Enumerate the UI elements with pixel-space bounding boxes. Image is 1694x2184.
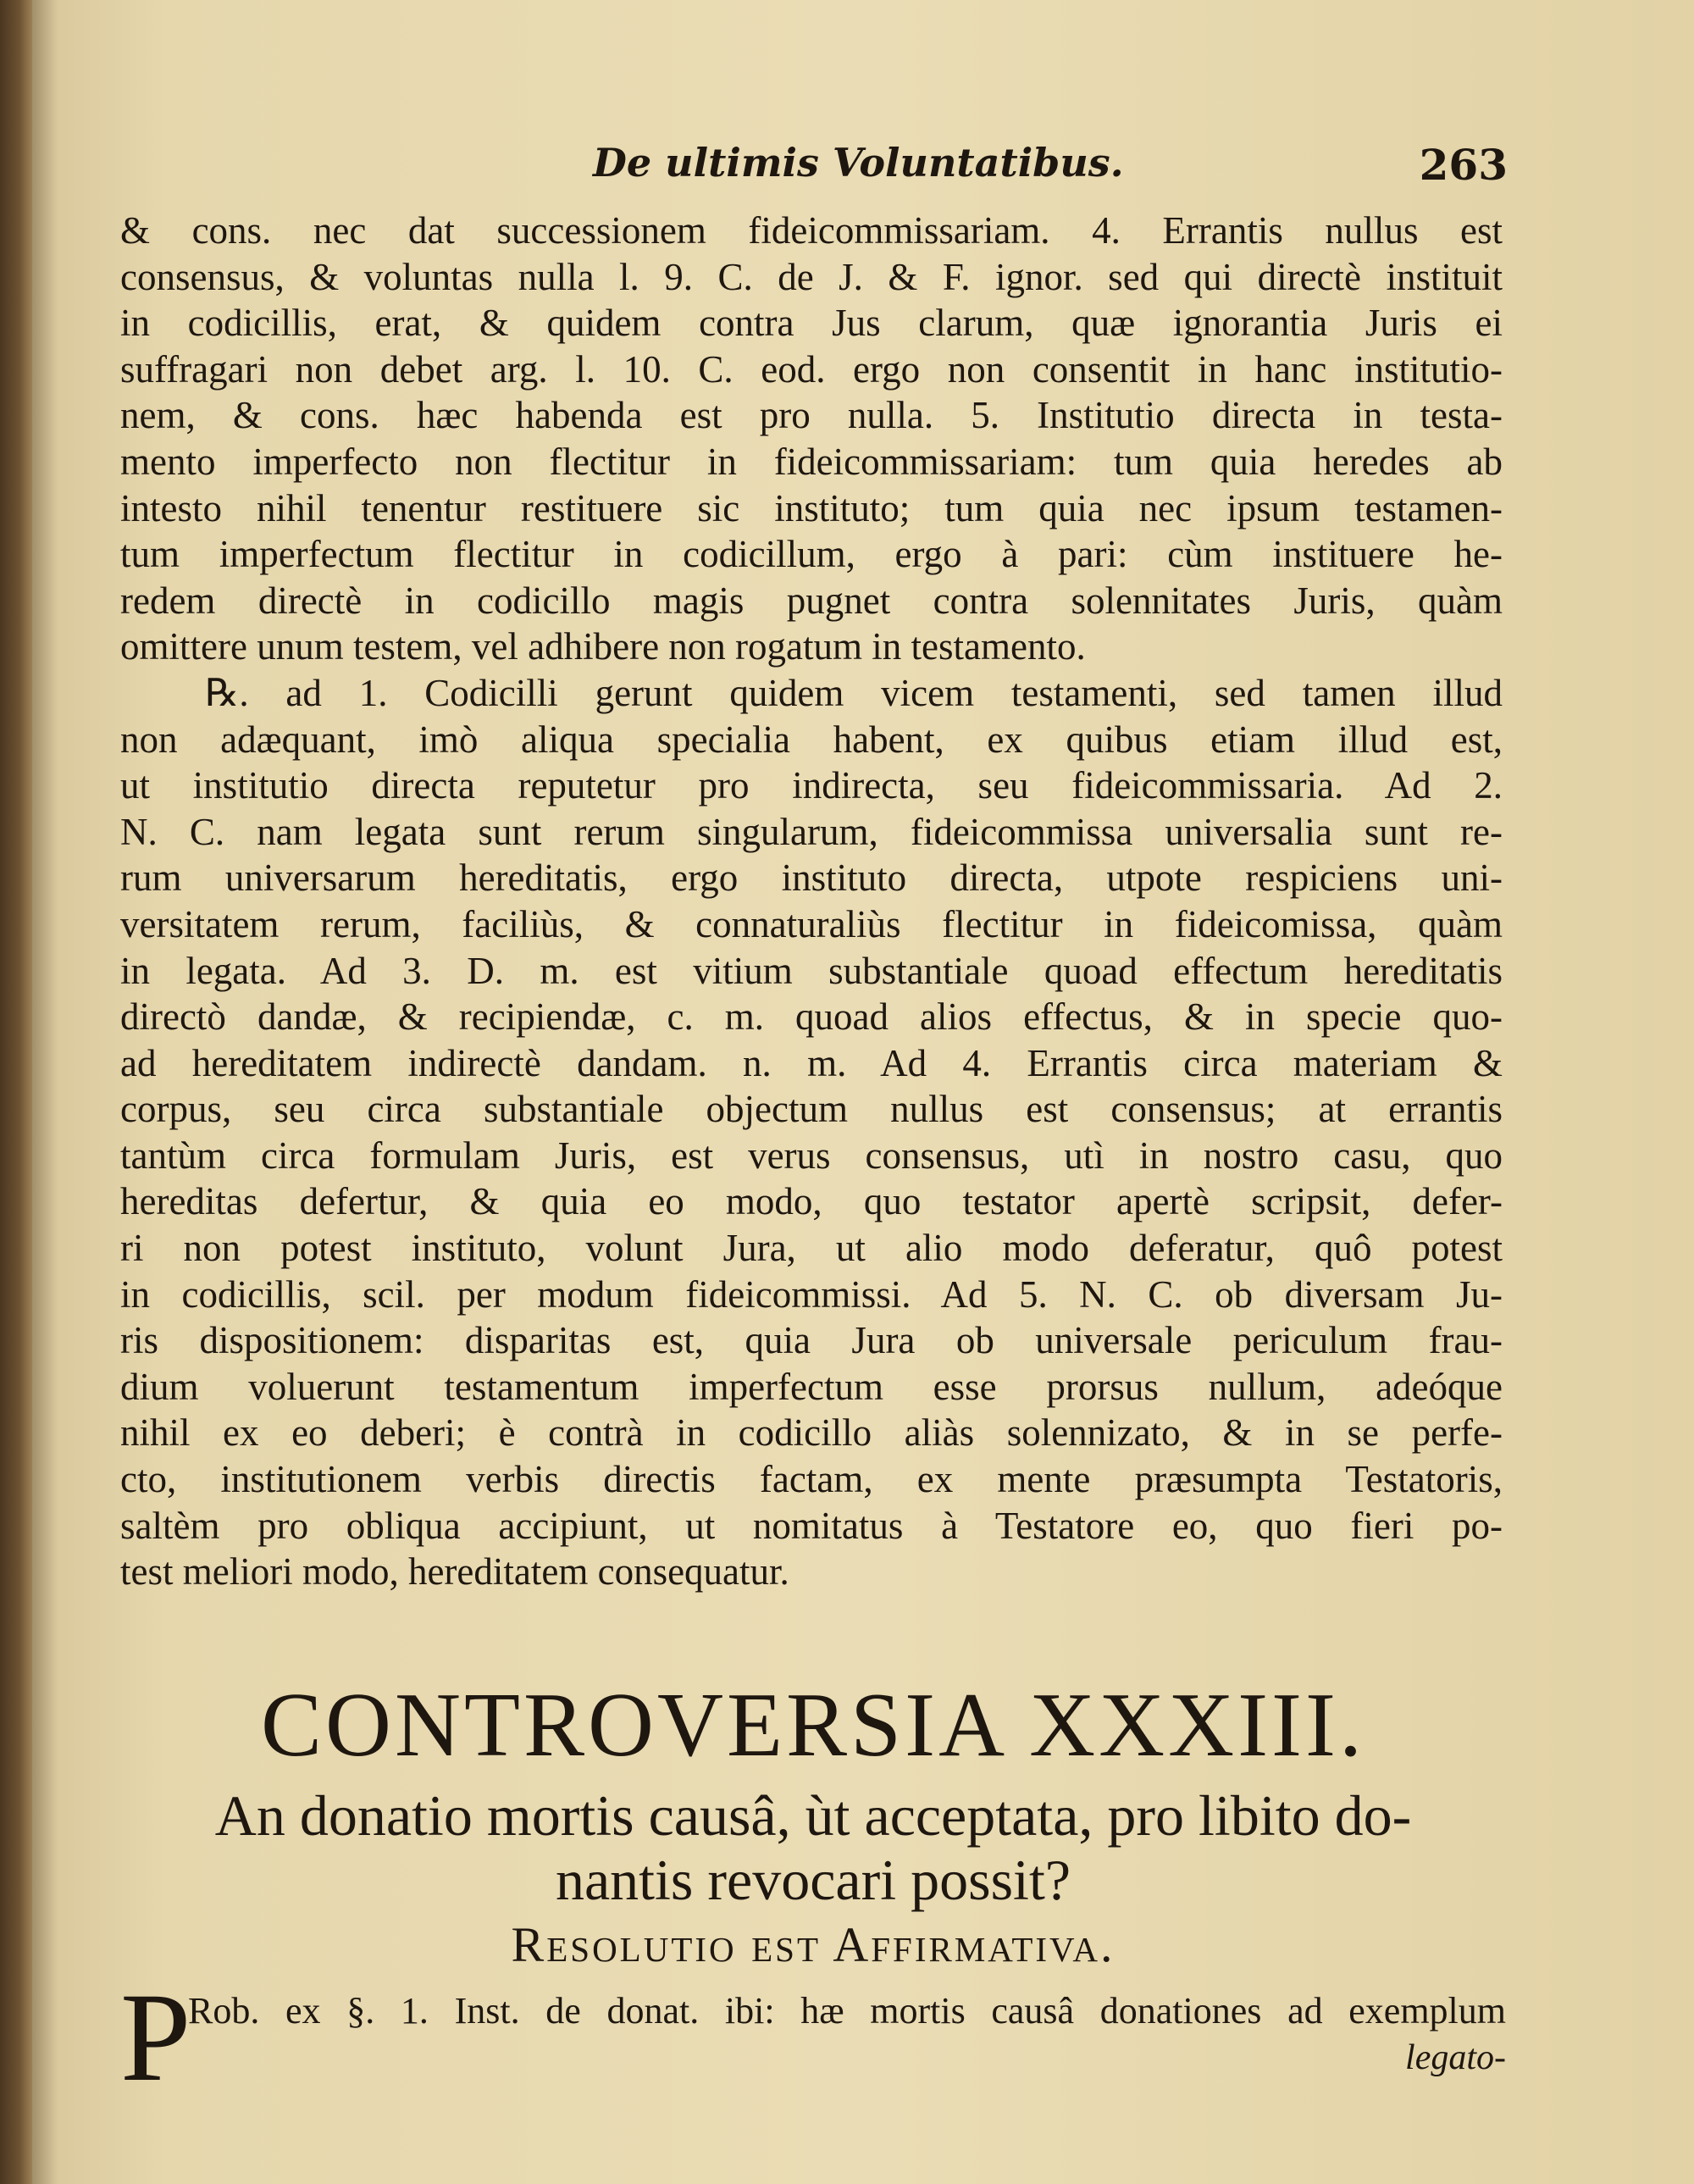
- text-line: mento imperfecto non flectitur in fideicommissariam: tum quia heredes ab: [120, 440, 1503, 483]
- resolutio-heading: Resolutio est Affirmativa.: [511, 1917, 1115, 1972]
- catchword: legato-: [1405, 2038, 1506, 2077]
- text-line: saltèm pro obliqua accipiunt, ut nomitatus à Testatore eo, quo fieri po-: [120, 1504, 1503, 1547]
- probatio-paragraph: [120, 1967, 1506, 2108]
- text-line: ℞. ad 1. Codicilli gerunt quidem vicem testamenti, sed tamen illud: [205, 671, 1503, 714]
- text-line: N. C. nam legata sunt rerum singularum, fideicommissa universalia sunt re-: [120, 810, 1503, 853]
- text-line: dium voluerunt testamentum imperfectum esse prorsus nullum, adeóque: [120, 1365, 1503, 1408]
- text-line: non adæquant, imò aliqua specialia habent, ex quibus etiam illud est,: [120, 718, 1503, 761]
- text-line: ris dispositionem: disparitas est, quia Jura ob universale periculum frau-: [120, 1319, 1503, 1362]
- text-line: in codicillis, scil. per modum fideicommissi. Ad 5. N. C. ob diversam Ju-: [120, 1272, 1503, 1316]
- text-line: redem directè in codicillo magis pugnet contra solennitates Juris, quàm: [120, 579, 1503, 622]
- text-line: hereditas defertur, & quia eo modo, quo testator apertè scripsit, defer-: [120, 1180, 1503, 1223]
- question-line: nantis revocari possit?: [555, 1848, 1071, 1912]
- text-line: omittere unum testem, vel adhibere non rogatum in testamento.: [120, 625, 1086, 668]
- text-line: in legata. Ad 3. D. m. est vitium substantiale quoad effectum hereditatis: [120, 949, 1503, 992]
- text-line: intesto nihil tenentur restituere sic instituto; tum quia nec ipsum testamen-: [120, 486, 1503, 529]
- text-line: in codicillis, erat, & quidem contra Jus clarum, quæ ignorantia Juris ei: [120, 302, 1503, 345]
- text-line: cto, institutionem verbis directis factam, ex mente præsumpta Testatoris,: [120, 1458, 1503, 1501]
- running-head-title: De ultimis Voluntatibus.: [593, 140, 1124, 186]
- spine-shadow: [32, 0, 58, 2184]
- text-line: ri non potest instituto, volunt Jura, ut alio modo deferatur, quô potest: [120, 1227, 1503, 1270]
- text-line: nem, & cons. hæc habenda est pro nulla. 5. Institutio directa in testa-: [120, 394, 1503, 437]
- controversia-question: [120, 1783, 1506, 1912]
- controversia-heading: CONTROVERSIA XXXIII.: [261, 1675, 1365, 1776]
- text-line: tantùm circa formulam Juris, est verus consensus, utì in nostro casu, quo: [120, 1134, 1503, 1177]
- text-line: versitatem rerum, faciliùs, & connaturaliùs flectitur in fideicomissa, quàm: [120, 902, 1503, 945]
- probatio-line: Rob. ex §. 1. Inst. de donat. ibi: hæ mortis causâ donationes ad exemplum: [188, 1990, 1506, 2032]
- text-line: ut institutio directa reputetur pro indirecta, seu fideicommissaria. Ad 2.: [120, 764, 1503, 807]
- text-line: & cons. nec dat successionem fideicommissariam. 4. Errantis nullus est: [120, 209, 1503, 252]
- text-line: ad hereditatem indirectè dandam. n. m. Ad 4. Errantis circa materiam &: [120, 1041, 1503, 1084]
- drop-cap: P: [120, 1967, 191, 2108]
- text-line: suffragari non debet arg. l. 10. C. eod. ergo non consentit in hanc institutio-: [120, 347, 1503, 391]
- text-line: test meliori modo, hereditatem consequatur.: [120, 1550, 789, 1594]
- text-line: corpus, seu circa substantiale objectum nullus est consensus; at errantis: [120, 1088, 1503, 1131]
- text-line: tum imperfectum flectitur in codicillum, ergo à pari: cùm instituere he-: [120, 533, 1503, 576]
- text-line: nihil ex eo deberi; è contrà in codicillo aliàs solennizato, & in se perfe-: [120, 1411, 1503, 1455]
- question-line: An donatio mortis causâ, ùt acceptata, pro libito do-: [214, 1783, 1412, 1848]
- book-gutter: [0, 0, 32, 2184]
- running-head: [119, 140, 1508, 199]
- text-line: directò dandæ, & recipiendæ, c. m. quoad alios effectus, & in specie quo-: [120, 995, 1503, 1039]
- text-line: rum universarum hereditatis, ergo instituto directa, utpote respiciens uni-: [120, 856, 1503, 900]
- body-text: [120, 208, 1503, 1595]
- page-number: 263: [1419, 140, 1508, 190]
- text-line: consensus, & voluntas nulla l. 9. C. de J. & F. ignor. sed qui directè instituit: [120, 255, 1503, 298]
